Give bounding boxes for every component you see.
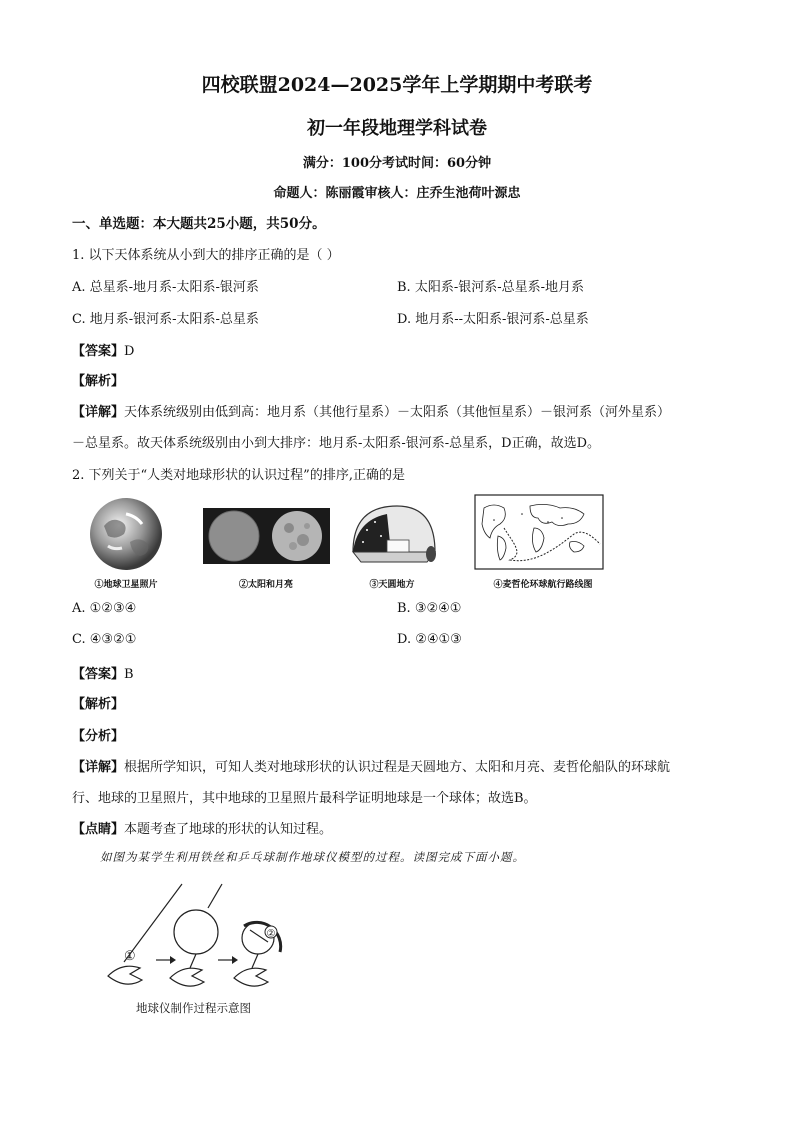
- comment-label: 【点睛】: [72, 822, 125, 837]
- sun-moon-image: [203, 508, 330, 564]
- caption-2: ②太阳和月亮: [238, 580, 293, 590]
- mark-2: ②: [266, 928, 276, 940]
- exam-title: 四校联盟2024—2025学年上学期期中考联考: [201, 74, 593, 96]
- answer-label: 【答案】: [72, 344, 125, 359]
- q2-fenxi-label: 【分析】: [72, 729, 125, 744]
- q1-option-d: D. 地月系--太阳系-银河系-总星系: [397, 312, 589, 327]
- q2-option-a: A. ①②③④: [72, 601, 137, 616]
- q1-answer: [72, 340, 134, 359]
- score-time: 满分：100分考试时间：60分钟: [302, 156, 492, 171]
- detail-text: 天体系统级别由低到高：地月系（其他行星系）－太阳系（其他恒星系）－银河系（河外星系）: [124, 405, 671, 420]
- q2-answer: [72, 663, 134, 682]
- q1-detail-line2: －总星系。故天体系统级别由小到大排序：地月系-太阳系-银河系-总星系，D正确，故选D。: [72, 436, 601, 451]
- caption-4: ④麦哲伦环球航行路线图: [493, 580, 593, 590]
- exam-subtitle: 初一年段地理学科试卷: [307, 118, 487, 139]
- q1-option-c: C. 地月系-银河系-太阳系-总星系: [72, 312, 259, 327]
- caption-3: ③天圆地方: [369, 580, 415, 590]
- q1-option-b: B. 太阳系-银河系-总星系-地月系: [397, 280, 584, 295]
- q1-stem: 1. 以下天体系统从小到大的排序正确的是（ ）: [72, 248, 340, 263]
- q2-option-d: D. ②④①③: [397, 632, 462, 647]
- detail-label: 【详解】: [72, 405, 125, 420]
- answer-value: B: [124, 667, 134, 682]
- q2-stem: 2. 下列关于“人类对地球形状的认识过程”的排序,正确的是: [72, 468, 405, 483]
- comment-text: 本题考查了地球的形状的认知过程。: [124, 822, 333, 837]
- sky-dome-image: [347, 500, 439, 568]
- detail-text: 根据所学知识，可知人类对地球形状的认识过程是天圆地方、太阳和月亮、麦哲伦船队的环球航: [124, 760, 671, 775]
- q2-analysis-label: 【解析】: [72, 697, 125, 712]
- magellan-route-map: [474, 494, 604, 570]
- earth-satellite-photo: [86, 496, 166, 572]
- detail-label: 【详解】: [72, 760, 125, 775]
- q1-option-a: A. 总星系-地月系-太阳系-银河系: [72, 280, 259, 295]
- authors: 命题人：陈丽霞审核人：庄乔生池荷叶源忠: [273, 186, 521, 201]
- answer-label: 【答案】: [72, 667, 125, 682]
- q2-option-b: B. ③②④①: [397, 601, 462, 616]
- group-intro: 如图为某学生利用铁丝和乒乓球制作地球仪模型的过程。读图完成下面小题。: [100, 850, 525, 864]
- q2-comment: [72, 818, 332, 837]
- section-heading: 一、单选题：本大题共25小题，共50分。: [72, 216, 326, 232]
- q2-detail-line2: 行、地球的卫星照片，其中地球的卫星照片最科学证明地球是一个球体；故选B。: [72, 791, 537, 806]
- mark-1: ①: [124, 949, 136, 964]
- caption-1: ①地球卫星照片: [94, 580, 158, 590]
- q1-analysis-label: 【解析】: [72, 374, 125, 389]
- q1-detail-line1: [72, 401, 670, 420]
- globe-making-diagram: [98, 880, 308, 996]
- q2-option-c: C. ④③②①: [72, 632, 137, 647]
- diagram-caption: 地球仪制作过程示意图: [136, 1001, 251, 1015]
- q2-detail-line1: [72, 756, 670, 775]
- answer-value: D: [124, 344, 135, 359]
